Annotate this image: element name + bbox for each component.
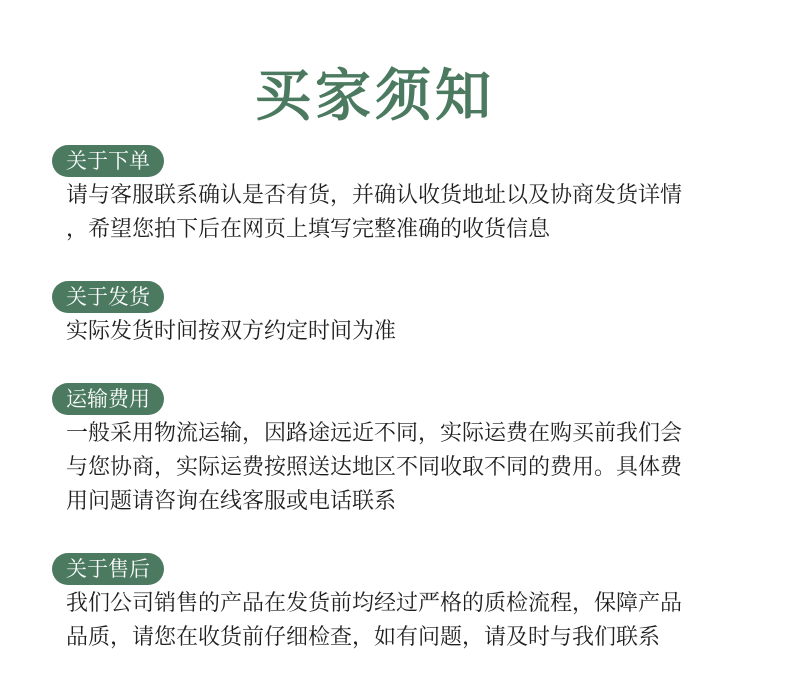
section-text-freight [66,417,756,519]
text-line: ，希望您拍下后在网页上填写完整准确的收货信息 [66,217,551,242]
section-freight [52,383,752,519]
text-line: 我们公司销售的产品在发货前均经过严格的质检流程，保障产品 [66,591,683,616]
section-ordering [52,145,752,247]
section-label-ordering: 关于下单 [52,145,164,177]
section-text-shipping [66,315,756,349]
text-line: 用问题请咨询在线客服或电话联系 [66,489,397,514]
section-label-freight: 运输费用 [52,383,164,415]
section-label-shipping: 关于发货 [52,281,164,313]
text-line: 请与客服联系确认是否有货，并确认收货地址以及协商发货详情 [66,183,683,208]
section-text-ordering [66,179,756,247]
text-line: 品质，请您在收货前仔细检查，如有问题，请及时与我们联系 [66,625,661,650]
section-shipping [52,281,752,349]
section-label-after-sales: 关于售后 [52,553,164,585]
text-line: 与您协商，实际运费按照送达地区不同收取不同的费用。具体费 [66,455,683,480]
section-text-after-sales [66,587,756,655]
text-line: 一般采用物流运输，因路途远近不同，实际运费在购买前我们会 [66,421,683,446]
text-line: 实际发货时间按双方约定时间为准 [66,319,397,344]
page-title: 买家须知 [255,64,495,129]
section-after-sales [52,553,752,655]
